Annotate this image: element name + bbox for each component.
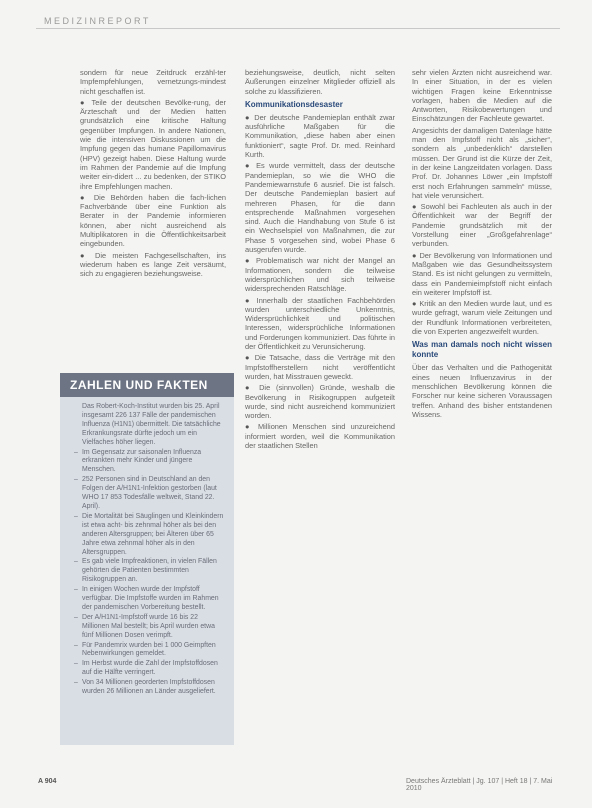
- paragraph: [245, 296, 395, 352]
- bullet-icon: ●: [412, 299, 420, 309]
- paragraph-text: Sowohl bei Fachleuten als auch in der Öffentlichkeit war der Begriff der Pandemie grundsätzlich mit der Vorstellung einer „Großgefahrenlage“ verbunden.: [412, 202, 552, 249]
- paragraph: [412, 202, 552, 248]
- fact-item: – Für Pandemrix wurden bei 1 000 Geimpften Nebenwirkungen gemeldet.: [82, 642, 226, 660]
- bullet-icon: ●: [245, 161, 257, 171]
- fact-item: – Die Mortalität bei Säuglingen und Kleinkindern ist etwa acht- bis zehnmal höher als bei den anderen Altersgruppen; bei Älteren über 65 Jahre etwa zehnmal höher als in den Altersgruppen.: [82, 513, 226, 558]
- paragraph: [245, 113, 395, 159]
- paragraph-text: Die Behörden haben die fach-lichen Fachverbände über eine Funktion als Berater in der Pandemie informieren können, aber nicht ausreichend als Multiplikatoren in die Öffentlichkeitsarbeit eingebunden.: [80, 192, 226, 249]
- paragraph-text: sehr vielen Ärzten nicht ausreichend war. In einer Situation, in der es vielen wichtigen Fragen keine Erkenntnisse vorlagen, haben die Medien auf die Antworten, Risikobewertungen und Einschätzungen der Fachleute gewartet.: [412, 68, 552, 124]
- paragraph: [80, 193, 226, 249]
- bullet-icon: ●: [245, 383, 260, 393]
- paragraph-text: beziehungsweise, deutlich, nicht selten Äußerungen einzelner Mitglieder offiziell als solche zu klassifizieren.: [245, 68, 395, 96]
- paragraph-text: Der Bevölkerung von Informationen und Maßgaben wie das Gesundheitssystem Stand. Es ist nicht gelungen zu vermitteln, dass ein Pandemieimpfstoff nicht einfach ein weiterer Impfstoff ist.: [412, 250, 552, 297]
- bullet-icon: ●: [245, 422, 258, 432]
- page-number: A 904: [38, 778, 57, 785]
- fact-item: – Im Herbst wurde die Zahl der Impfstoffdosen auf die Hälfte verringert.: [82, 660, 226, 678]
- section-label: MEDIZINREPORT: [44, 16, 151, 26]
- fact-item: – Im Gegensatz zur saisonalen Influenza erkrankten mehr Kinder und jüngere Menschen.: [82, 449, 226, 476]
- bullet-icon: ●: [245, 295, 257, 305]
- paragraph-text: Der deutsche Pandemieplan enthält zwar ausführliche Maßgaben für die Kommunikation, „diese haben aber einen funktioniert“, sagte Prof. Dr. med. Reinhard Kurth.: [245, 112, 395, 160]
- text-column-1: [80, 68, 226, 281]
- paragraph-text: Die (sinnvollen) Gründe, weshalb die Bevölkerung in Risikogruppen aufgeteilt wurde, sind nicht ausreichend kommuniziert worden.: [245, 383, 395, 421]
- paragraph-text: Problematisch war nicht der Mangel an Informationen, sondern die teilweise widersprüchlichen und sich teilweise widersprechenden Ratschläge.: [245, 256, 395, 294]
- fact-item: Das Robert-Koch-Institut wurden bis 25. April insgesamt 226 137 Fälle der pandemischen Influenza (H1N1) übermittelt. Die tatsächliche Erkrankungsrate dürfte jedoch um ein Vielfaches höher liegen.: [82, 403, 221, 446]
- page-header: [36, 14, 560, 32]
- paragraph: [412, 299, 552, 336]
- paragraph: [80, 68, 226, 96]
- header-rule: [36, 28, 560, 29]
- text-column-2: [245, 68, 395, 452]
- paragraph-text: Angesichts der damaligen Datenlage hätte man den Impfstoff nicht als „sicher“, sondern als „unbedenklich“ darstellen müssen. Der Grund ist die Kürze der Zeit, in der keine Langzeitdaten vorlagen. Dass Prof. Dr. Johannes Löwer „ein Impfstoff erst noch Erfahrungen sammeln“ müsse, hat viele verunsichert.: [412, 125, 552, 200]
- paragraph-text: Millionen Menschen sind unzureichend informiert worden, weil die Kommunikation der staatlichen Stellen: [245, 422, 395, 450]
- paragraph: [245, 353, 395, 381]
- paragraph: [412, 251, 552, 297]
- paragraph: [245, 256, 395, 293]
- facts-box-body: [60, 397, 234, 697]
- paragraph: [245, 68, 395, 96]
- bullet-icon: ●: [80, 192, 94, 202]
- paragraph: [245, 422, 395, 450]
- bullet-icon: ●: [412, 250, 420, 260]
- text-column-3: [412, 68, 552, 421]
- paragraph: [245, 383, 395, 420]
- bullet-icon: ●: [245, 353, 255, 363]
- subheading: Kommunikationsdesaster: [245, 99, 343, 109]
- fact-item: – In einigen Wochen wurde der Impfstoff verfügbar. Die Impfstoffe wurden im Rahmen der pandemischen Vorbereitung bestellt.: [82, 586, 226, 613]
- subheading: Was man damals noch nicht wissen konnte: [412, 340, 552, 360]
- facts-box: [60, 373, 234, 745]
- bullet-icon: ●: [80, 250, 95, 260]
- fact-item: – Der A/H1N1-Impfstoff wurde 16 bis 22 Millionen Mal bestellt; bis April wurden etwa fünf Millionen Dosen verimpft.: [82, 614, 226, 641]
- paragraph-text: Innerhalb der staatlichen Fachbehörden wurden unterschiedliche Unkenntnis, Widersprüchlichkeit und politischen Interessen, widersprüchliche Informationen und Forderungen kommuniziert. Das führte in der Öffentlichkeit zu Verunsicherung.: [245, 295, 395, 352]
- journal-citation: Deutsches Ärzteblatt | Jg. 107 | Heft 18 | 7. Mai 2010: [406, 778, 553, 792]
- paragraph: [412, 126, 552, 200]
- paragraph-text: Teile der deutschen Bevölke-rung, der Ärzteschaft und der Medien hatten grundsätzlich eine kritische Haltung gegenüber Impfungen. In andere Nationen, wie die intensiven Diskussionen um die Impfung gegen das humane Papillomavirus (HPV) gezeigt haben. Diese Haltung wurde im Rahmen der Pandemie auf die Impfung weiter ein-didert ... zu bedenken, der STIKO ihre Empfehlungen machen.: [80, 97, 226, 191]
- bullet-icon: ●: [245, 112, 255, 122]
- paragraph-text: Die meisten Fachgesellschaften, ins wiederum haben es lange Zeit versäumt, sich zu engagieren beziehungsweise.: [80, 250, 226, 279]
- paragraph: [412, 363, 552, 419]
- bullet-icon: ●: [412, 202, 421, 212]
- facts-box-title: ZAHLEN UND FAKTEN: [60, 373, 234, 397]
- fact-item: – Es gab viele Impfreaktionen, in vielen Fällen gehörten die Patienten bestimmten Risikogruppen an.: [82, 558, 226, 585]
- paragraph: [80, 251, 226, 279]
- paragraph-text: sondern für neue Zeitdruck erzähl-ter Impfempfehlungen, vernetzungs-mindest nicht geschaffen ist.: [80, 68, 226, 96]
- paragraph-text: Es wurde vermittelt, dass der deutsche Pandemieplan, so wie die WHO die Pandemiewarnstufe 6 ausrief. Die ist falsch. Der deutsche Pandemieplan basiert auf mehreren Phasen, für die dann entsprechende Maßnahmen vorgesehen sind. Auch die Handhabung von Stufe 6 ist ein Wechselspiel von Maßnahmen, die zur Phase 5 vorgesehen sind, wobei Phase 6 ausgerufen wurde.: [245, 161, 395, 255]
- paragraph: [412, 68, 552, 124]
- fact-item: – Von 34 Millionen georderten Impfstoffdosen wurden 26 Millionen an Länder ausgeliefert.: [82, 679, 226, 697]
- paragraph-text: Über das Verhalten und die Pathogenität eines neuen Influenzavirus in der menschlichen Bevölkerung können die Forscher nur keine sicheren Voraussagen treffen. Anhand des bisher entstandenen Wissens.: [412, 363, 552, 419]
- fact-item: – 252 Personen sind in Deutschland an den Folgen der A/H1N1-Infektion gestorben (laut WHO 17 853 Todesfälle weltweit, Stand 22. April).: [82, 476, 226, 512]
- bullet-icon: ●: [245, 256, 257, 266]
- paragraph-text: Kritik an den Medien wurde laut, und es wurde gefragt, warum viele Zeitungen und der Rundfunk Informationen verbreiteten, die von Experten angezweifelt wurden.: [412, 299, 552, 337]
- page-footer: [36, 778, 560, 794]
- bullet-icon: ●: [80, 97, 92, 107]
- paragraph: [80, 98, 226, 191]
- paragraph: [245, 161, 395, 254]
- paragraph-text: Die Tatsache, dass die Verträge mit den Impfstoffherstellern nicht veröffentlicht wurden, hat Misstrauen geweckt.: [245, 353, 395, 381]
